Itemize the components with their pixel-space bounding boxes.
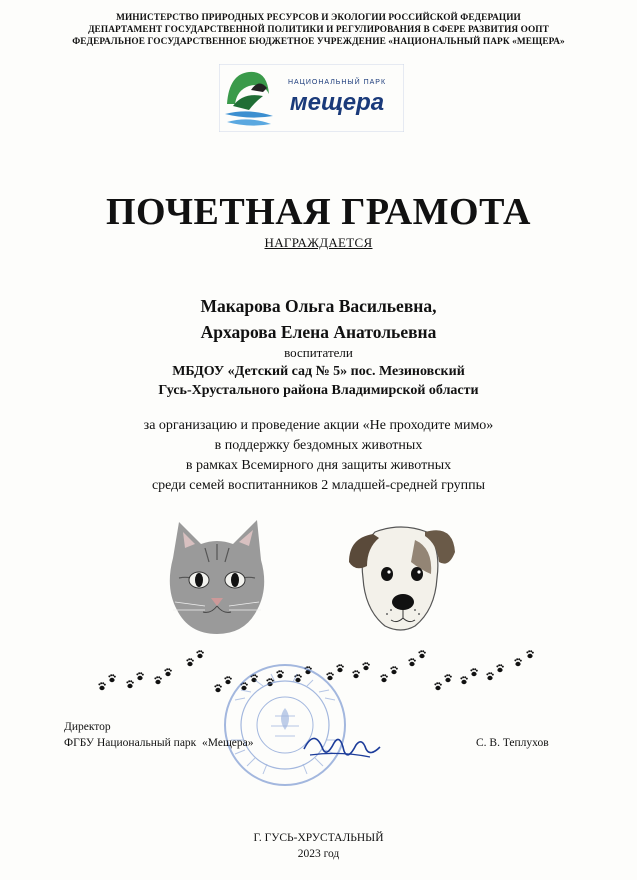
recipient-role: воспитатели <box>284 345 353 360</box>
reason-line: в поддержку бездомных животных <box>214 438 423 453</box>
reason-line: за организацию и проведение акции «Не проходите мимо» <box>143 418 494 433</box>
footer-year: 2023 год <box>297 848 340 860</box>
logo-small-text: НАЦИОНАЛЬНЫЙ ПАРК <box>287 79 387 86</box>
puppy-illustration <box>345 518 457 636</box>
header <box>0 12 637 48</box>
director-signature <box>300 725 385 770</box>
recipients <box>0 293 637 345</box>
organization-line: МБДОУ «Детский сад № 5» пос. Мезиновский <box>172 364 465 379</box>
recipient-name: Макарова Ольга Васильевна, <box>200 296 437 316</box>
organization-line: Гусь-Хрустального района Владимирской области <box>158 383 479 398</box>
organization <box>0 362 637 400</box>
logo-big-text: мещера <box>289 89 385 116</box>
document-subtitle: НАГРАЖДАЕТСЯ <box>264 235 373 250</box>
signatory-organization: ФГБУ Национальный парк «Мещера» <box>64 737 254 749</box>
kitten-illustration <box>165 518 270 636</box>
signatory-title: Директор <box>64 721 111 733</box>
reason-line: среди семей воспитанников 2 младшей-средней группы <box>151 478 486 493</box>
recipient-name: Архарова Елена Анатольевна <box>200 322 437 342</box>
header-institution: ФЕДЕРАЛЬНОЕ ГОСУДАРСТВЕННОЕ БЮДЖЕТНОЕ УЧРЕЖДЕНИЕ «НАЦИОНАЛЬНЫЙ ПАРК «МЕЩЕРА» <box>72 37 565 47</box>
award-reason <box>0 416 637 496</box>
logo-emblem <box>225 72 273 126</box>
signatory-name: С. В. Теплухов <box>476 737 549 749</box>
document-title: ПОЧЕТНАЯ ГРАМОТА <box>106 191 531 233</box>
footer-city: Г. ГУСЬ-ХРУСТАЛЬНЫЙ <box>253 832 384 844</box>
park-logo <box>219 64 404 132</box>
header-ministry: МИНИСТЕРСТВО ПРИРОДНЫХ РЕСУРСОВ И ЭКОЛОГИИ РОССИЙСКОЙ ФЕДЕРАЦИИ <box>116 13 521 23</box>
reason-line: в рамках Всемирного дня защиты животных <box>185 458 452 473</box>
header-department: ДЕПАРТАМЕНТ ГОСУДАРСТВЕННОЙ ПОЛИТИКИ И РЕГУЛИРОВАНИЯ В СФЕРЕ РАЗВИТИЯ ООПТ <box>88 25 549 35</box>
